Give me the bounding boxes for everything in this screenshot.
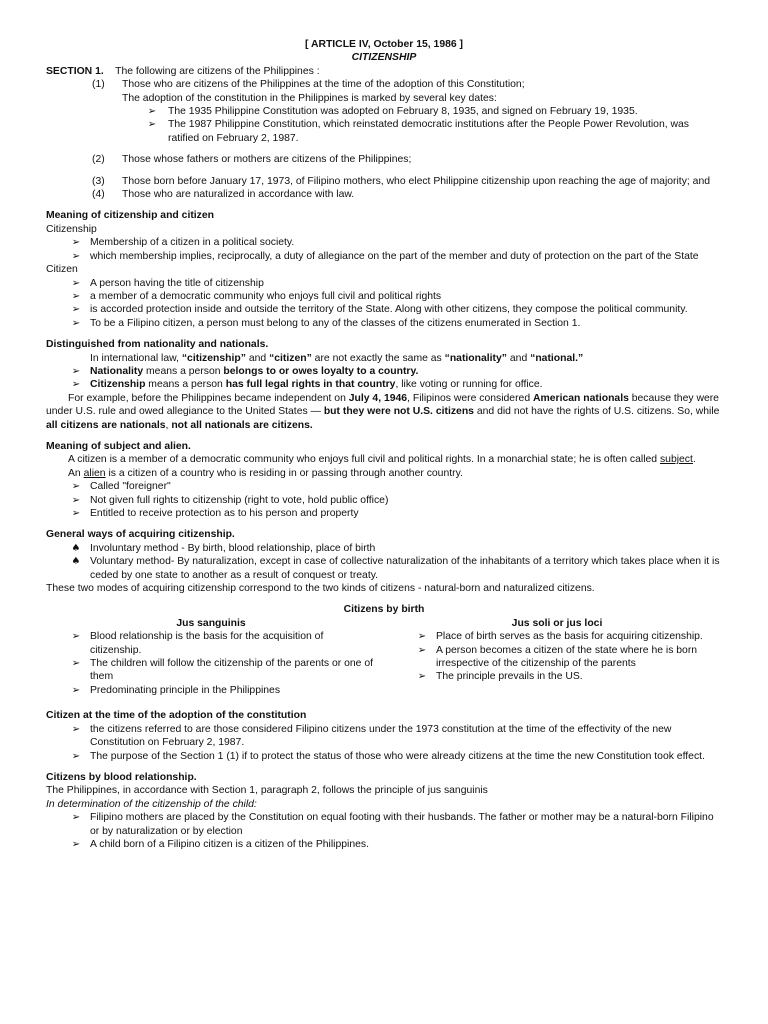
section-item-1: (1) Those who are citizens of the Philippines at the time of the adoption of this Constitution; bbox=[92, 79, 525, 91]
list-item: ➢ Place of birth serves as the basis for acquiring citizenship. bbox=[392, 630, 722, 643]
adoption-heading: Citizen at the time of the adoption of the constitution bbox=[46, 710, 307, 722]
arrow-bullet-icon: ➢ bbox=[71, 250, 81, 262]
general-heading: General ways of acquiring citizenship. bbox=[46, 529, 235, 541]
subject-heading: Meaning of subject and alien. bbox=[46, 440, 191, 452]
arrow-bullet-icon: ➢ bbox=[71, 317, 81, 329]
arrow-bullet-icon: ➢ bbox=[71, 508, 81, 519]
list-item: ➢ A person having the title of citizenship bbox=[46, 277, 722, 290]
list-item: ➢ The principle prevails in the US. bbox=[392, 670, 722, 683]
arrow-bullet-icon: ➢ bbox=[71, 379, 81, 391]
list-item: ➢ Entitled to receive protection as to his person and property bbox=[46, 507, 722, 520]
list-item: ➢ The purpose of the Section 1 (1) if to protect the status of those who were already citizens at the time the new Constitution took effect. bbox=[46, 750, 722, 763]
arrow-bullet-icon: ➢ bbox=[71, 812, 81, 824]
arrow-bullet-icon: ➢ bbox=[71, 631, 81, 643]
arrow-bullet-icon: ➢ bbox=[71, 658, 81, 670]
section-label: SECTION 1. bbox=[46, 65, 104, 77]
jus-sanguinis-heading: Jus sanguinis bbox=[176, 617, 246, 629]
arrow-bullet-icon: ➢ bbox=[71, 723, 81, 735]
arrow-bullet-icon: ➢ bbox=[71, 365, 81, 377]
jus-soli-heading: Jus soli or jus loci bbox=[511, 617, 603, 629]
distinguished-example: For example, before the Philippines became independent on July 4, 1946, Filipinos were considered American nationals because they were under U.S. rule and owed allegiance to the United States — but they were not U.S. citizens and did not have the rights of U.S. citizens. So, while all citizens are nationals, not all nationals are citizens. bbox=[46, 392, 720, 431]
document-page bbox=[46, 38, 722, 851]
list-item: ♠ Voluntary method- By naturalization, except in case of collective naturalization of the inhabitants of a territory which takes place when it is ceded by one state to another as a result of conquest or treaty. bbox=[46, 555, 722, 582]
list-item: ➢ To be a Filipino citizen, a person must belong to any of the classes of the citizens enumerated in Section 1. bbox=[46, 317, 722, 330]
distinguished-heading: Distinguished from nationality and nationals. bbox=[46, 339, 269, 351]
blood-subheading: In determination of the citizenship of the child: bbox=[46, 798, 257, 810]
arrow-bullet-icon: ➢ bbox=[71, 838, 81, 850]
spade-bullet-icon: ♠ bbox=[71, 542, 81, 554]
list-item: ➢ Blood relationship is the basis for the acquisition of citizenship. bbox=[46, 630, 376, 657]
list-item: ➢ The children will follow the citizenship of the parents or one of them bbox=[46, 657, 376, 684]
citizen-label: Citizen bbox=[46, 264, 78, 276]
article-title: [ ARTICLE IV, October 15, 1986 ] bbox=[304, 39, 464, 50]
list-item: ➢ which membership implies, reciprocally, a duty of allegiance on the part of the member and duty of protection on the part of the State bbox=[46, 250, 722, 263]
arrow-bullet-icon: ➢ bbox=[71, 684, 81, 696]
list-item: ➢ Not given full rights to citizenship (right to vote, hold public office) bbox=[46, 494, 722, 507]
by-birth-columns bbox=[46, 617, 722, 697]
citizenship-label: Citizenship bbox=[46, 223, 97, 235]
list-item: ➢ the citizens referred to are those considered Filipino citizens under the 1973 constitution at the time of the effectivity of the new Constitution on February 2, 1987. bbox=[46, 723, 722, 750]
list-item: ➢ a member of a democratic community who enjoys full civil and political rights bbox=[46, 290, 722, 303]
meaning-heading: Meaning of citizenship and citizen bbox=[46, 210, 214, 222]
date-item: ➢ The 1935 Philippine Constitution was adopted on February 8, 1935, and signed on February 19, 1935. bbox=[46, 105, 722, 118]
section-item-4: (4) Those who are naturalized in accordance with law. bbox=[92, 189, 355, 201]
list-item: ➢ A person becomes a citizen of the state where he is born irrespective of the citizenship of the parents bbox=[392, 644, 722, 671]
list-item: ➢ Called "foreigner" bbox=[46, 480, 722, 493]
arrow-bullet-icon: ➢ bbox=[71, 494, 81, 506]
arrow-bullet-icon: ➢ bbox=[417, 631, 427, 643]
spade-bullet-icon: ♠ bbox=[71, 556, 81, 568]
list-item: ➢ Membership of a citizen in a political society. bbox=[46, 236, 722, 249]
arrow-bullet-icon: ➢ bbox=[71, 277, 81, 289]
list-item: ➢ is accorded protection inside and outside the territory of the State. Along with other citizens, they compose the political community. bbox=[46, 303, 722, 316]
dates-intro: The adoption of the constitution in the Philippines is marked by several key dates: bbox=[122, 92, 497, 104]
section-item-2: (2) Those whose fathers or mothers are citizens of the Philippines; bbox=[92, 154, 412, 166]
section-intro-text: The following are citizens of the Philippines : bbox=[115, 65, 320, 77]
article-subtitle: CITIZENSHIP bbox=[351, 52, 417, 64]
arrow-bullet-icon: ➢ bbox=[147, 119, 157, 131]
blood-heading: Citizens by blood relationship. bbox=[46, 771, 197, 783]
by-birth-heading: Citizens by birth bbox=[343, 604, 425, 616]
list-item: ♠ Involuntary method - By birth, blood relationship, place of birth bbox=[46, 542, 722, 555]
arrow-bullet-icon: ➢ bbox=[417, 671, 427, 683]
date-item: ➢ The 1987 Philippine Constitution, which reinstated democratic institutions after the People Power Revolution, was ratified on February 2, 1987. bbox=[46, 118, 722, 145]
list-item: ➢ Predominating principle in the Philippines bbox=[46, 684, 376, 697]
arrow-bullet-icon: ➢ bbox=[417, 644, 427, 656]
jus-sanguinis-column bbox=[46, 617, 376, 697]
jus-soli-column bbox=[392, 617, 722, 697]
arrow-bullet-icon: ➢ bbox=[71, 290, 81, 302]
subject-paragraph: A citizen is a member of a democratic community who enjoys full civil and political rights. In a monarchial state; he is often called subject. bbox=[68, 454, 696, 466]
list-item: ➢ Citizenship means a person has full legal rights in that country, like voting or running for office. bbox=[46, 378, 722, 391]
list-item: ➢ A child born of a Filipino citizen is a citizen of the Philippines. bbox=[46, 838, 722, 851]
arrow-bullet-icon: ➢ bbox=[71, 750, 81, 762]
arrow-bullet-icon: ➢ bbox=[71, 481, 81, 493]
arrow-bullet-icon: ➢ bbox=[71, 237, 81, 249]
section-item-3: (3) Those born before January 17, 1973, of Filipino mothers, who elect Philippine citizenship upon reaching the age of majority; and bbox=[92, 175, 710, 187]
distinguished-paragraph: In international law, “citizenship” and “citizen” are not exactly the same as “nationality” and “national.” bbox=[90, 352, 584, 364]
alien-paragraph: An alien is a citizen of a country who is residing in or passing through another country. bbox=[68, 467, 463, 479]
arrow-bullet-icon: ➢ bbox=[71, 304, 81, 316]
blood-intro: The Philippines, in accordance with Section 1, paragraph 2, follows the principle of jus sanguinis bbox=[46, 785, 488, 797]
general-closing: These two modes of acquiring citizenship correspond to the two kinds of citizens - natural-born and naturalized citizens. bbox=[46, 583, 595, 595]
list-item: ➢ Nationality means a person belongs to or owes loyalty to a country. bbox=[46, 365, 722, 378]
arrow-bullet-icon: ➢ bbox=[147, 106, 157, 118]
section1-intro bbox=[46, 65, 722, 78]
list-item: ➢ Filipino mothers are placed by the Constitution on equal footing with their husbands. The father or mother may be a natural-born Filipino or by naturalization or by election bbox=[46, 811, 722, 838]
